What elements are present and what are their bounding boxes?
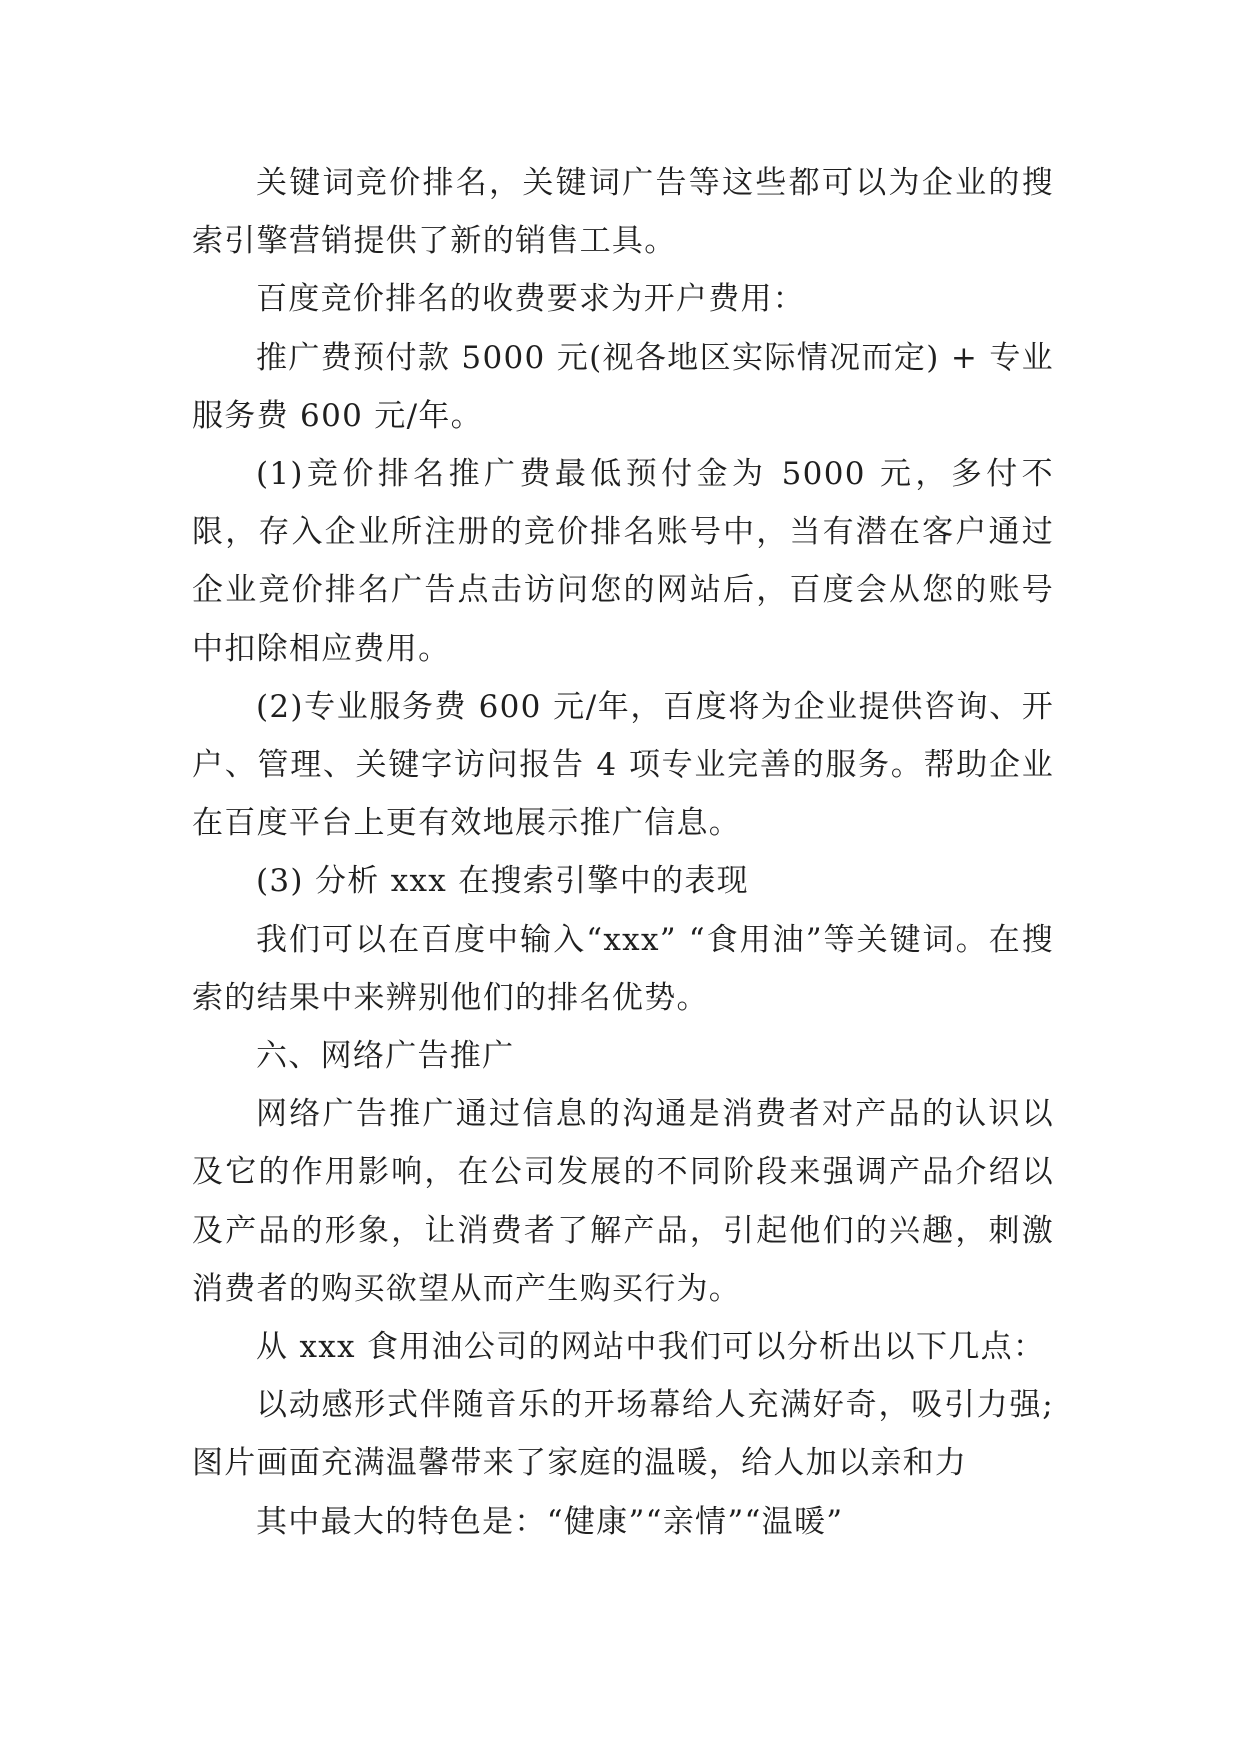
document-body (192, 154, 1054, 1551)
paragraph-opening-animation: 以动感形式伴随音乐的开场幕给人充满好奇，吸引力强;图片画面充满温馨带来了家庭的温暖，给人加以亲和力 (192, 1387, 1054, 1482)
paragraph-item-1: (1)竞价排名推广费最低预付金为 5000 元，多付不限，存入企业所注册的竞价排名账号中，当有潜在客户通过企业竞价排名广告点击访问您的网站后，百度会从您的账号中扣除相应费用。 (192, 456, 1054, 667)
paragraph-website-analysis: 从 xxx 食用油公司的网站中我们可以分析出以下几点： (256, 1329, 1046, 1366)
paragraph-features: 其中最大的特色是：“健康”“亲情”“温暖” (256, 1503, 844, 1540)
paragraph-sem-tools: 关键词竞价排名，关键词广告等这些都可以为企业的搜索引擎营销提供了新的销售工具。 (192, 165, 1054, 260)
paragraph-baidu-fee-intro: 百度竞价排名的收费要求为开户费用： (256, 281, 806, 318)
paragraph-search-keywords: 我们可以在百度中输入“xxx” “食用油”等关键词。在搜索的结果中来辨别他们的排名优势。 (192, 921, 1054, 1016)
paragraph-item-2: (2)专业服务费 600 元/年，百度将为企业提供咨询、开户、管理、关键字访问报告 4 项专业完善的服务。帮助企业在百度平台上更有效地展示推广信息。 (192, 688, 1054, 842)
section-heading-online-ads: 六、网络广告推广 (256, 1038, 515, 1075)
paragraph-prepayment: 推广费预付款 5000 元(视各地区实际情况而定) + 专业服务费 600 元/年。 (192, 339, 1054, 434)
paragraph-online-ads: 网络广告推广通过信息的沟通是消费者对产品的认识以及它的作用影响，在公司发展的不同阶段来强调产品介绍以及产品的形象，让消费者了解产品，引起他们的兴趣，刺激消费者的购买欲望从而产生购买行为。 (192, 1096, 1054, 1307)
paragraph-item-3: (3) 分析 xxx 在搜索引擎中的表现 (256, 863, 749, 900)
